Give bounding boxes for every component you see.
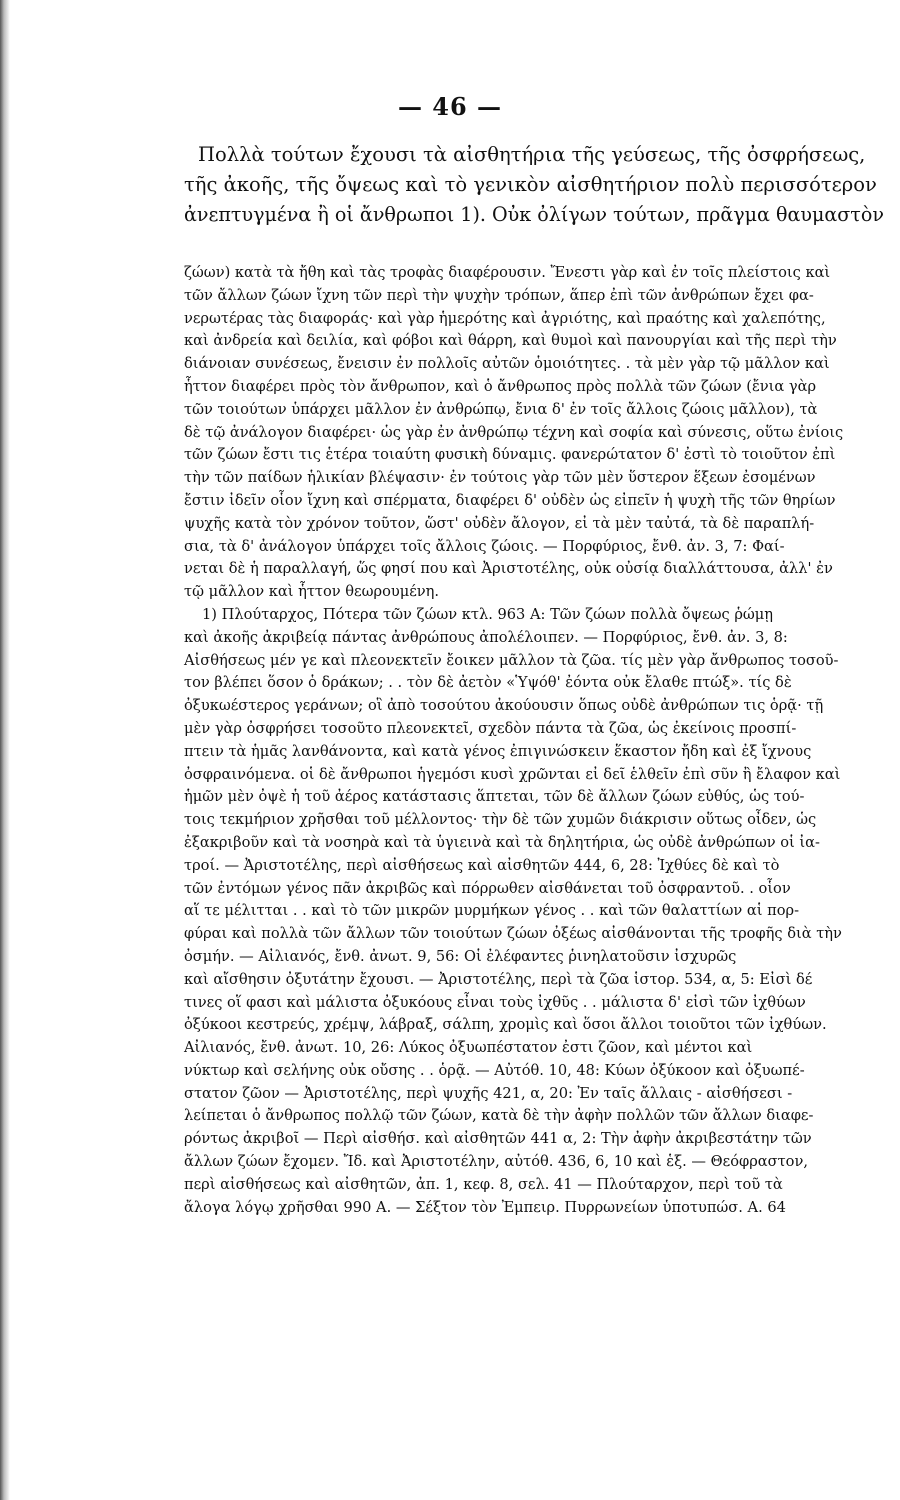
footnote-line: πτειν τὰ ἡμᾶς λανθάνοντα, καὶ κατὰ γένος ἐπιγινώσκειν ἕκαστον ἤδη καὶ ἐξ ἴχνους [184, 742, 812, 760]
footnote-line: καὶ ἀκοῆς ἀκριβείᾳ πάντας ἀνθρώπους ἀπολέλοιπεν. — Πορφύριος, ἔνθ. ἀν. 3, 8: [184, 628, 788, 646]
main-text-line: Πολλὰ τούτων ἔχουσι τὰ αἰσθητήρια τῆς γεύσεως, τῆς ὀσφρήσεως, [198, 143, 866, 166]
footnote-line: ἐξακριβοῦν καὶ τὰ νοσηρὰ καὶ τὰ ὑγιεινὰ καὶ τὰ δηλητήρια, ὡς οὐδὲ ἀνθρώπων οἱ ἰα- [184, 833, 820, 851]
footnote-line: ἡμῶν μὲν ὀψὲ ἡ τοῦ ἀέρος κατάστασις ἅπτεται, τῶν δὲ ἄλλων ζώων εὐθύς, ὡς τού- [184, 788, 805, 806]
footnote-line: ἔστιν ἰδεῖν οἷον ἴχνη καὶ σπέρματα, διαφέρει δ' οὐδὲν ὡς εἰπεῖν ἡ ψυχὴ τῆς τῶν θηρίων [184, 491, 836, 509]
footnote-line: τροί. — Ἀριστοτέλης, περὶ αἰσθήσεως καὶ αἰσθητῶν 444, 6, 28: Ἰχθύες δὲ καὶ τὸ [184, 856, 780, 874]
footnote-line: τῶν ἄλλων ζώων ἴχνη τῶν περὶ τὴν ψυχὴν τρόπων, ἅπερ ἐπὶ τῶν ἀνθρώπων ἔχει φα- [184, 286, 814, 304]
footnote-line: τῷ μᾶλλον καὶ ἧττον θεωρουμένη. [184, 583, 440, 601]
footnote-line: τον βλέπει ὅσον ὁ δράκων; . . τὸν δὲ ἀετὸν «Ὑψόθ' ἐόντα οὐκ ἔλαθε πτώξ». τίς δὲ [184, 674, 792, 692]
footnote-line: τῶν τοιούτων ὑπάρχει μᾶλλον ἐν ἀνθρώπῳ, ἔνια δ' ἐν τοῖς ἄλλοις ζώοις μᾶλλον), τὰ [184, 400, 818, 418]
footnote-line: περὶ αἰσθήσεως καὶ αἰσθητῶν, ἀπ. 1, κεφ. 8, σελ. 41 — Πλούταρχον, περὶ τοῦ τὰ [184, 1175, 783, 1193]
footnote-line: νύκτωρ καὶ σελήνης οὐκ οὔσης . . ὁρᾷ. — Αὐτόθ. 10, 48: Κύων ὀξύκοον καὶ ὀξυωπέ- [184, 1061, 805, 1079]
footnote-line: ἄλλων ζώων ἔχομεν. Ἴδ. καὶ Ἀριστοτέλην, αὐτόθ. 436, 6, 10 καὶ ἑξ. — Θεόφραστον, [184, 1153, 808, 1171]
footnote-line: φύραι καὶ πολλὰ τῶν ἄλλων τῶν τοιούτων ζώων ὀξέως αἰσθάνονται τῆς τροφῆς διὰ τὴν [184, 925, 842, 943]
footnote-line: ἄλογα λόγῳ χρῆσθαι 990 Α. — Σέξτον τὸν Ἐμπειρ. Πυρρωνείων ὑποτυπώσ. Α. 64 [184, 1198, 786, 1216]
footnote-line: τῶν ζώων ἔστι τις ἑτέρα τοιαύτη φυσικὴ δύναμις. φανερώτατον δ' ἐστὶ τὸ τοιοῦτον ἐπὶ [184, 446, 836, 464]
footnote-line: ὀξυκωέστερος γεράνων; οἳ ἀπὸ τοσούτου ἀκούουσιν ὅπως οὐδὲ ἀνθρώπων τις ὁρᾷ· τῇ [184, 697, 824, 715]
footnote-line: σια, τὰ δ' ἀνάλογον ὑπάρχει τοῖς ἄλλοις ζώοις. — Πορφύριος, ἔνθ. ἀν. 3, 7: Φαί- [184, 537, 785, 555]
footnote-line: ὀσφραινόμενα. οἱ δὲ ἄνθρωποι ἡγεμόσι κυσὶ χρῶνται εἰ δεῖ ἑλθεῖν ἐπὶ σῦν ἢ ἔλαφον καὶ [184, 765, 841, 783]
footnote-line: στατον ζῶον — Ἀριστοτέλης, περὶ ψυχῆς 421, α, 20: Ἐν ταῖς ἄλλαις - αἰσθήσεσι - [184, 1084, 793, 1102]
footnote-line: Αἰσθήσεως μέν γε καὶ πλεονεκτεῖν ἔοικεν μᾶλλον τὰ ζῶα. τίς μὲν γὰρ ἄνθρωπος τοσοῦ- [184, 651, 839, 669]
footnote-line: ζώων) κατὰ τὰ ἤθη καὶ τὰς τροφὰς διαφέρουσιν. Ἔνεστι γὰρ καὶ ἐν τοῖς πλείστοις καὶ [184, 264, 831, 281]
main-text-line: ἀνεπτυγμένα ἢ οἱ ἄνθρωποι 1). Οὐκ ὀλίγων τούτων, πρᾶγμα θαυμαστὸν [184, 203, 884, 226]
main-text [184, 140, 884, 230]
footnote-line: δὲ τῷ ἀνάλογον διαφέρει· ὡς γὰρ ἐν ἀνθρώπῳ τέχνη καὶ σοφία καὶ σύνεσις, οὕτω ἐνίοις [184, 423, 844, 441]
footnote-line: μὲν γὰρ ὀσφρήσει τοσοῦτο πλεονεκτεῖ, σχεδὸν πάντα τὰ ζῶα, ὡς ἐκείνοις προσπί- [184, 719, 797, 737]
footnote-line: λείπεται ὁ ἄνθρωπος πολλῷ τῶν ζώων, κατὰ δὲ τὴν ἀφὴν πολλῶν τῶν ἄλλων διαφε- [184, 1107, 814, 1125]
main-text-line: τῆς ἀκοῆς, τῆς ὄψεως καὶ τὸ γενικὸν αἰσθητήριον πολὺ περισσότερον [184, 173, 877, 196]
footnote-line: τοις τεκμήριον χρῆσθαι τοῦ μέλλοντος· τὴν δὲ τῶν χυμῶν διάκρισιν οὕτως οἶδεν, ὡς [184, 811, 817, 829]
footnote-line: Αἰλιανός, ἔνθ. ἀνωτ. 10, 26: Λύκος ὀξυωπέστατον ἐστι ζῶον, καὶ μέντοι καὶ [184, 1039, 753, 1057]
footnote-block [184, 262, 884, 1219]
footnote-line: τὴν τῶν παίδων ἡλικίαν βλέψασιν· ἐν τούτοις γὰρ τῶν μὲν ὕστερον ἕξεων ἐσομένων [184, 469, 816, 487]
footnote-line: νερωτέρας τὰς διαφοράς· καὶ γὰρ ἡμερότης καὶ ἀγριότης, καὶ πραότης καὶ χαλεπότης, [184, 309, 826, 327]
footnote-line: διάνοιαν συνέσεως, ἔνεισιν ἐν πολλοῖς αὐτῶν ὁμοιότητες. . τὰ μὲν γὰρ τῷ μᾶλλον καὶ [184, 355, 830, 373]
footnote-line: ὀσμήν. — Αἰλιανός, ἔνθ. ἀνωτ. 9, 56: Οἱ ἐλέφαντες ῥινηλατοῦσιν ἰσχυρῶς [184, 947, 737, 965]
footnote-line: τῶν ἐντόμων γένος πᾶν ἀκριβῶς καὶ πόρρωθεν αἰσθάνεται τοῦ ὀσφραντοῦ. . οἷον [184, 879, 791, 897]
footnote-line: 1) Πλούταρχος, Πότερα τῶν ζώων κτλ. 963 Α: Τῶν ζώων πολλὰ ὄψεως ῥώμῃ [202, 605, 774, 623]
page-edge-shadow [0, 0, 10, 1500]
footnote-line: νεται δὲ ἡ παραλλαγή, ὥς φησί που καὶ Ἀριστοτέλης, οὐκ οὐσίᾳ διαλλάττουσα, ἀλλ' ἐν [184, 560, 833, 578]
footnote-line: καὶ ἀνδρεία καὶ δειλία, καὶ φόβοι καὶ θάρρη, καὶ θυμοὶ καὶ πανουργίαι καὶ τῆς περὶ τὴν [184, 332, 837, 350]
footnote-line: ρόντως ἀκριβοῖ — Περὶ αἰσθήσ. καὶ αἰσθητῶν 441 α, 2: Τὴν ἀφὴν ἀκριβεστάτην τῶν [184, 1130, 812, 1148]
footnote-line: ἧττον διαφέρει πρὸς τὸν ἄνθρωπον, καὶ ὁ ἄνθρωπος πρὸς πολλὰ τῶν ζώων (ἔνια γὰρ [184, 377, 817, 395]
footnote-line: ψυχῆς κατὰ τὸν χρόνον τοῦτον, ὥστ' οὐδὲν ἄλογον, εἰ τὰ μὲν ταὐτά, τὰ δὲ παραπλή- [184, 514, 815, 532]
page-number: — 46 — [397, 92, 503, 121]
footnote-line: τινες οἵ φασι καὶ μάλιστα ὀξυκόους εἶναι τοὺς ἰχθῦς . . μάλιστα δ' εἰσὶ τῶν ἰχθύων [184, 993, 806, 1011]
footnote-line: ὀξύκοοι κεστρεύς, χρέμψ, λάβραξ, σάλπη, χρομὶς καὶ ὅσοι ἄλλοι τοιοῦτοι τῶν ἰχθύων. [184, 1016, 827, 1034]
footnote-line: καὶ αἴσθησιν ὀξυτάτην ἔχουσι. — Ἀριστοτέλης, περὶ τὰ ζῶα ἱστορ. 534, α, 5: Εἰσὶ δέ [184, 970, 813, 988]
footnote-line: αἵ τε μέλιτται . . καὶ τὸ τῶν μικρῶν μυρμήκων γένος . . καὶ τῶν θαλαττίων αἱ πορ- [184, 902, 800, 920]
